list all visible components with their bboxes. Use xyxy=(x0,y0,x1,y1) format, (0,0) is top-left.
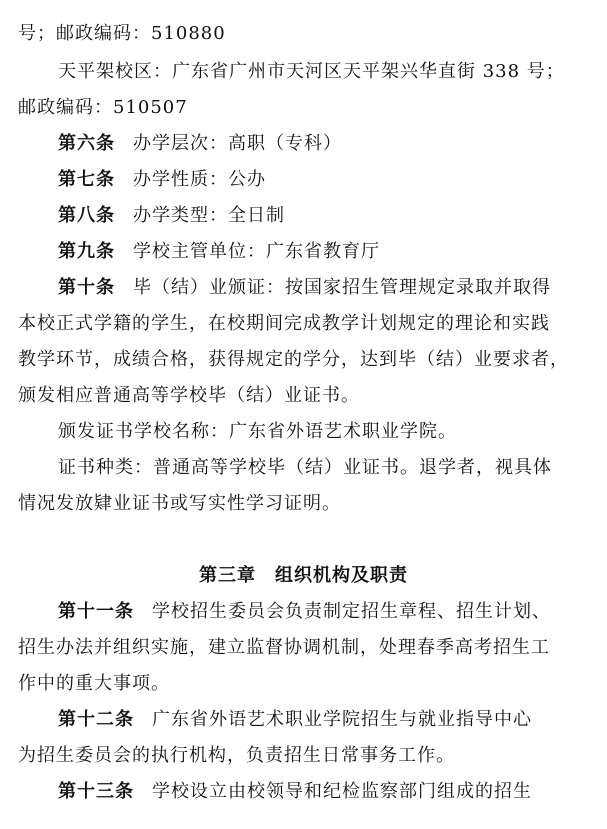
article-12-label: 第十二条 xyxy=(58,709,134,730)
chapter-heading: 第三章 组织机构及职责 xyxy=(199,565,408,586)
article-6 xyxy=(58,132,593,156)
text-line-12: 颁发证书学校名称：广东省外语艺术职业学院。 xyxy=(58,421,457,442)
text-line-13: 证书种类：普通高等学校毕（结）业证书。退学者，视具体 xyxy=(58,457,552,478)
article-9-text: 学校主管单位：广东省教育厅 xyxy=(133,241,380,262)
text-line-10: 教学环节，成绩合格，获得规定的学分，达到毕（结）业要求者， xyxy=(18,349,569,370)
text-line-1: 号；邮政编码：510880 xyxy=(18,23,226,44)
text-line-14: 情况发放肄业证书或写实性学习证明。 xyxy=(18,493,341,514)
text-line-9: 本校正式学籍的学生，在校期间完成教学计划规定的理论和实践 xyxy=(18,313,550,334)
article-8-text: 办学类型：全日制 xyxy=(133,205,285,226)
article-9 xyxy=(58,240,593,264)
article-12 xyxy=(58,708,593,732)
article-7-text: 办学性质：公办 xyxy=(133,169,266,190)
article-9-label: 第九条 xyxy=(58,241,115,262)
article-7 xyxy=(58,168,593,192)
text-line-17: 招生办法并组织实施，建立监督协调机制，处理春季高考招生工 xyxy=(18,637,550,658)
article-7-label: 第七条 xyxy=(58,169,115,190)
article-8-label: 第八条 xyxy=(58,205,115,226)
article-11-text: 学校招生委员会负责制定招生章程、招生计划、 xyxy=(152,601,551,622)
article-11-label: 第十一条 xyxy=(58,601,134,622)
article-11 xyxy=(58,600,593,624)
article-12-text: 广东省外语艺术职业学院招生与就业指导中心 xyxy=(152,709,532,730)
text-line-18: 作中的重大事项。 xyxy=(18,673,170,694)
article-13 xyxy=(58,780,593,804)
text-line-11: 颁发相应普通高等学校毕（结）业证书。 xyxy=(18,385,360,406)
article-10 xyxy=(58,276,593,300)
article-6-label: 第六条 xyxy=(58,133,115,154)
article-8 xyxy=(58,204,593,228)
text-line-2: 天平架校区：广东省广州市天河区天平架兴华直街 338 号； xyxy=(58,61,565,82)
text-line-20: 为招生委员会的执行机构，负责招生日常事务工作。 xyxy=(18,745,455,766)
article-10-label: 第十条 xyxy=(58,277,115,298)
text-line-3: 邮政编码：510507 xyxy=(18,97,188,118)
article-10-text: 毕（结）业颁证：按国家招生管理规定录取并取得 xyxy=(133,277,551,298)
article-13-label: 第十三条 xyxy=(58,781,134,802)
article-13-text: 学校设立由校领导和纪检监察部门组成的招生 xyxy=(152,781,532,802)
article-6-text: 办学层次：高职（专科） xyxy=(133,133,342,154)
